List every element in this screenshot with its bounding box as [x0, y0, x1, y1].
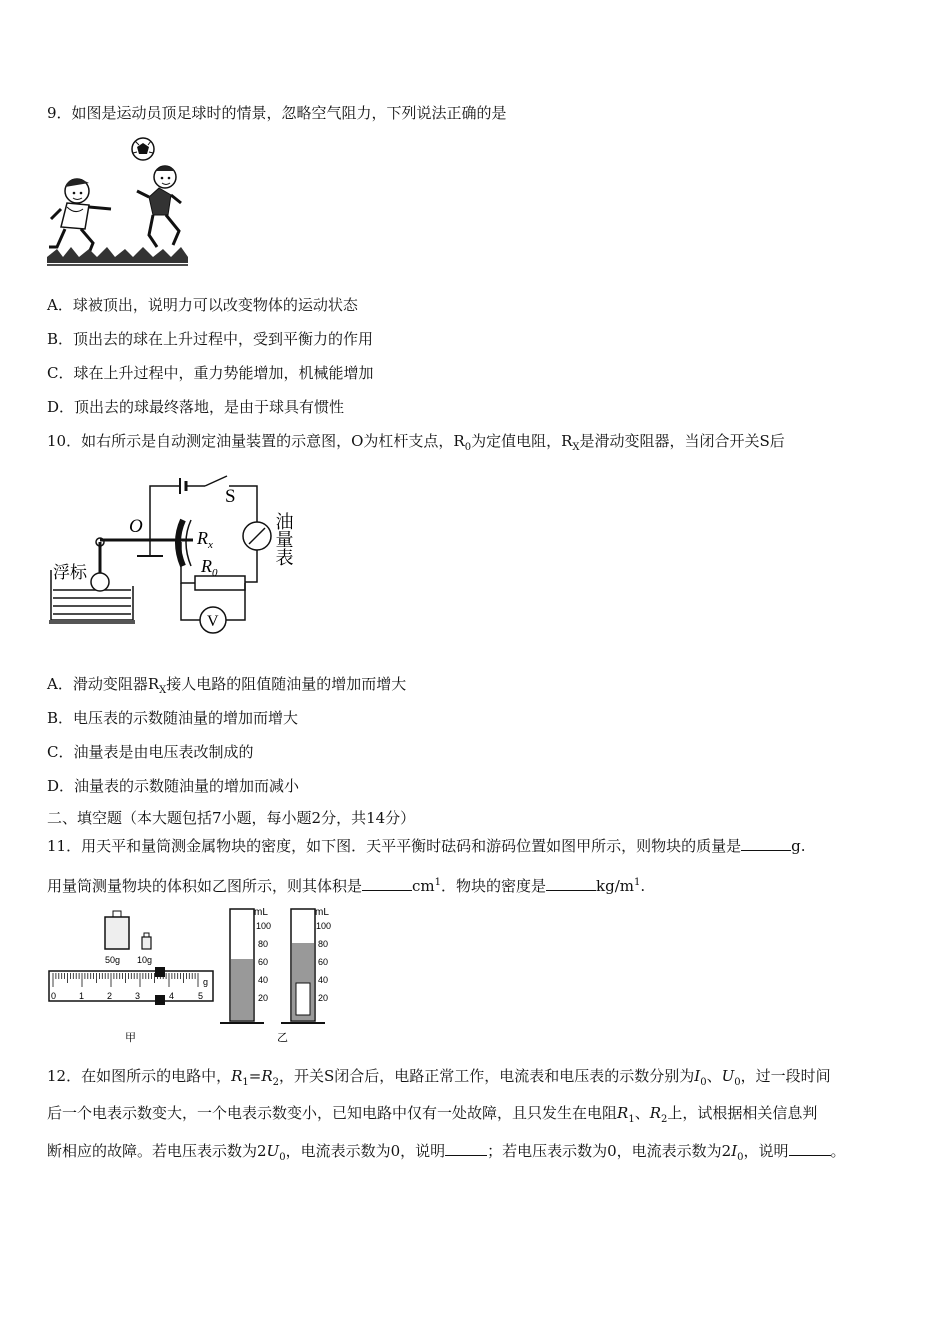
weight-50g-label: 50g	[105, 955, 121, 965]
svg-text:mL: mL	[254, 907, 268, 918]
svg-text:60: 60	[318, 957, 329, 967]
svg-text:mL: mL	[315, 907, 329, 918]
q10-stem: 10．如右所示是自动测定油量装置的示意图，O为杠杆支点，$R_0$为定值电阻，$R_X$是滑动变阻器，当闭合开关S后	[47, 432, 785, 453]
q10-option-d[interactable]: D．油量表的示数随油量的增加而减小	[47, 777, 300, 795]
svg-text:1: 1	[79, 991, 85, 1001]
q11-line1: 11．用天平和量筒测金属物块的密度，如下图．天平平衡时砝码和游码位置如图甲所示，则物块的质量是 g.	[47, 837, 806, 855]
voltmeter-label: V	[207, 613, 219, 630]
player-right-icon	[137, 166, 181, 247]
svg-text:20: 20	[318, 993, 329, 1003]
q12-line3: 断相应的故障。若电压表示数为$2U_0$，电流表示数为0，说明 ；若电压表示数为0，电流表示数为$2I_0$，说明 。	[47, 1142, 846, 1163]
q12-blank-2[interactable]	[789, 1141, 831, 1156]
q11-blank-density[interactable]	[546, 876, 596, 891]
oil-meter-label: 油量表	[272, 512, 294, 566]
q12-line1: 12．在如图所示的电路中，$R_1=R_2$，开关S闭合后，电路正常工作，电流表和电压表的示数分别为$I_0$、$U_0$，过一段时间	[47, 1067, 831, 1088]
float-label: 浮标	[53, 563, 87, 583]
svg-text:0: 0	[51, 991, 57, 1001]
svg-text:4: 4	[169, 991, 175, 1001]
svg-text:g: g	[203, 977, 209, 987]
q10-option-c[interactable]: C．油量表是由电压表改制成的	[47, 743, 254, 761]
weight-10g-label: 10g	[137, 955, 153, 965]
label-jia: 甲	[125, 1031, 136, 1044]
q10-option-b[interactable]: B．电压表的示数随油量的增加而增大	[47, 709, 299, 727]
svg-text:3: 3	[135, 991, 141, 1001]
pivot-label: O	[129, 516, 143, 537]
svg-text:100: 100	[316, 921, 332, 931]
svg-text:40: 40	[318, 975, 329, 985]
q12-line2: 后一个电表示数变大，一个电表示数变小，已知电路中仅有一处故障，且只发生在电阻$R_1$、$R_2$上，试根据相关信息判	[47, 1104, 818, 1125]
label-yi: 乙	[277, 1031, 288, 1044]
q9-figure-heading-ball	[45, 135, 190, 268]
svg-text:40: 40	[258, 975, 269, 985]
switch-label: S	[225, 486, 236, 507]
section-heading: 二、填空题（本大题包括7小题，每小题2分，共14分）	[47, 809, 416, 827]
q9-option-a[interactable]: A．球被顶出，说明力可以改变物体的运动状态	[47, 296, 358, 314]
q11-blank-volume[interactable]	[362, 876, 412, 891]
svg-text:100: 100	[256, 921, 272, 931]
cylinder-after	[281, 907, 331, 1023]
rider-scale	[49, 967, 213, 1005]
weight-50g-icon	[105, 911, 129, 949]
cylinder-before	[220, 907, 271, 1023]
q12-blank-1[interactable]	[445, 1141, 487, 1156]
r0-label: $R_0$	[201, 556, 218, 579]
q11-line2: 用量筒测量物块的体积如乙图所示，则其体积是 $cm^1$．物块的密度是 $kg/m^1$.	[47, 877, 646, 895]
svg-text:60: 60	[258, 957, 269, 967]
q11-balance-cylinder-figure	[45, 903, 345, 1048]
football-icon	[132, 138, 154, 160]
player-left-icon	[49, 179, 111, 253]
q10-option-a[interactable]: A．滑动变阻器$R_X$接人电路的阻值随油量的增加而增大	[47, 675, 407, 696]
rx-label: $R_x$	[197, 528, 213, 551]
svg-text:20: 20	[258, 993, 269, 1003]
q9-option-c[interactable]: C．球在上升过程中，重力势能增加，机械能增加	[47, 364, 374, 382]
svg-text:80: 80	[258, 939, 269, 949]
svg-text:5: 5	[198, 991, 204, 1001]
svg-text:2: 2	[107, 991, 113, 1001]
q9-option-d[interactable]: D．顶出去的球最终落地，是由于球具有惯性	[47, 398, 345, 416]
svg-text:80: 80	[318, 939, 329, 949]
q9-option-b[interactable]: B．顶出去的球在上升过程中，受到平衡力的作用	[47, 330, 374, 348]
grass-ground	[47, 247, 188, 265]
weight-10g-icon	[142, 933, 151, 949]
q10-circuit-figure	[45, 470, 310, 640]
q11-blank-mass[interactable]	[741, 836, 791, 851]
q9-stem: 9．如图是运动员顶足球时的情景，忽略空气阻力，下列说法正确的是	[47, 104, 507, 122]
